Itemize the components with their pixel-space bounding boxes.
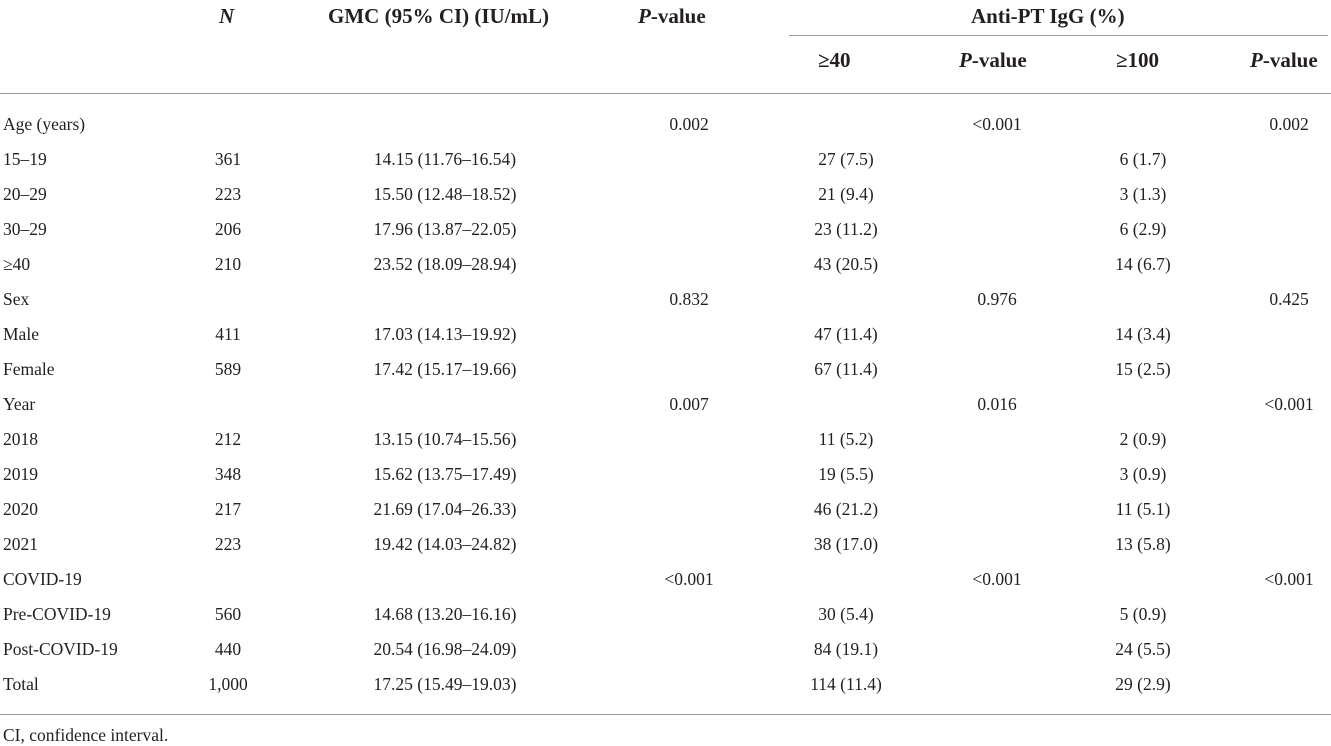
cell-gmc: 17.42 (15.17–19.66) (373, 359, 517, 379)
header-ge100 (1116, 48, 1159, 72)
cell-n: 589 (214, 359, 242, 379)
cell-gmc: 14.15 (11.76–16.54) (373, 149, 517, 169)
cell-ge40: 21 (9.4) (818, 184, 874, 204)
cell-gmc: 20.54 (16.98–24.09) (373, 639, 517, 659)
cell-gmc: 15.50 (12.48–18.52) (373, 184, 517, 204)
cell-ge40: 27 (7.5) (818, 149, 874, 169)
cell-n: 348 (214, 464, 242, 484)
cell-n: 1,000 (208, 674, 248, 694)
header-anti-pt: Anti-PT IgG (%) (971, 4, 1125, 28)
cell-ge100: 3 (0.9) (1119, 464, 1167, 484)
table-bottom-rule (0, 714, 1331, 715)
header-n-italic: N (219, 4, 235, 28)
cell-ge40: 19 (5.5) (818, 464, 874, 484)
cell-ge40: 46 (21.2) (813, 499, 879, 519)
cell-ge100: 24 (5.5) (1115, 639, 1171, 659)
cell-gmc: 17.96 (13.87–22.05) (373, 219, 517, 239)
header-group-rule (789, 35, 1328, 36)
cell-n: 223 (214, 184, 242, 204)
cell-ge100: 2 (0.9) (1119, 429, 1167, 449)
cell-ge40: 114 (11.4) (810, 674, 882, 694)
header-ge100-label: ≥100 (1116, 48, 1160, 72)
cell-label: 2018 (3, 429, 38, 449)
cell-p: 0.007 (669, 394, 709, 414)
cell-label: 15–19 (3, 149, 47, 169)
cell-n: 210 (214, 254, 242, 274)
header-ge40 (818, 48, 851, 72)
header-pvalue-italic: P (638, 4, 651, 28)
cell-label: 2020 (3, 499, 38, 519)
header-pvalue-40-italic: P (959, 48, 972, 72)
cell-label: Female (3, 359, 55, 379)
header-n (219, 4, 234, 28)
cell-n: 361 (214, 149, 242, 169)
cell-ge100: 14 (6.7) (1115, 254, 1171, 274)
cell-ge100: 11 (5.1) (1115, 499, 1171, 519)
header-pvalue-40-suffix: -value (971, 48, 1027, 72)
cell-label: Post-COVID-19 (3, 639, 118, 659)
cell-p40: 0.976 (977, 289, 1017, 309)
cell-ge40: 38 (17.0) (813, 534, 879, 554)
cell-label: Male (3, 324, 39, 344)
cell-label: Total (3, 674, 39, 694)
cell-label: 2021 (3, 534, 38, 554)
header-gmc: GMC (95% CI) (IU/mL) (328, 4, 550, 28)
header-pvalue-40 (959, 48, 1027, 72)
cell-label: Sex (3, 289, 30, 309)
cell-label: ≥40 (3, 254, 31, 274)
header-ge40-label: ≥40 (818, 48, 851, 72)
cell-label: Age (years) (3, 114, 86, 134)
cell-label: Pre-COVID-19 (3, 604, 111, 624)
cell-label: 30–29 (3, 219, 47, 239)
cell-gmc: 14.68 (13.20–16.16) (373, 604, 517, 624)
cell-n: 560 (214, 604, 242, 624)
cell-ge100: 13 (5.8) (1115, 534, 1171, 554)
cell-ge40: 43 (20.5) (813, 254, 879, 274)
cell-n: 206 (214, 219, 242, 239)
cell-gmc: 23.52 (18.09–28.94) (373, 254, 517, 274)
cell-ge100: 14 (3.4) (1115, 324, 1171, 344)
cell-p: 0.832 (669, 289, 709, 309)
cell-gmc: 17.03 (14.13–19.92) (373, 324, 517, 344)
cell-gmc: 17.25 (15.49–19.03) (373, 674, 517, 694)
cell-n: 440 (214, 639, 242, 659)
cell-p40: 0.016 (977, 394, 1017, 414)
header-pvalue-100-italic: P (1250, 48, 1263, 72)
cell-p100: <0.001 (1264, 394, 1314, 414)
cell-p40: <0.001 (972, 114, 1022, 134)
cell-ge40: 30 (5.4) (818, 604, 874, 624)
cell-ge100: 5 (0.9) (1119, 604, 1167, 624)
cell-ge100: 6 (1.7) (1119, 149, 1167, 169)
cell-ge100: 29 (2.9) (1115, 674, 1171, 694)
cell-ge100: 3 (1.3) (1119, 184, 1167, 204)
cell-gmc: 21.69 (17.04–26.33) (373, 499, 517, 519)
cell-ge100: 15 (2.5) (1115, 359, 1171, 379)
cell-gmc: 19.42 (14.03–24.82) (373, 534, 517, 554)
cell-n: 212 (214, 429, 242, 449)
header-pvalue-100-suffix: -value (1262, 48, 1318, 72)
cell-gmc: 13.15 (10.74–15.56) (373, 429, 517, 449)
cell-ge40: 84 (19.1) (813, 639, 879, 659)
footnote: CI, confidence interval. (3, 725, 169, 745)
header-pvalue (638, 4, 706, 28)
cell-p: 0.002 (669, 114, 709, 134)
cell-p100: <0.001 (1264, 569, 1314, 589)
cell-p40: <0.001 (972, 569, 1022, 589)
cell-n: 411 (215, 324, 241, 344)
header-bottom-rule (0, 93, 1331, 94)
cell-label: 2019 (3, 464, 38, 484)
cell-ge40: 23 (11.2) (814, 219, 878, 239)
cell-p100: 0.425 (1269, 289, 1309, 309)
cell-label: Year (3, 394, 36, 414)
cell-ge40: 67 (11.4) (814, 359, 878, 379)
cell-n: 223 (214, 534, 242, 554)
cell-label: 20–29 (3, 184, 47, 204)
cell-n: 217 (214, 499, 242, 519)
header-pvalue-suffix: -value (650, 4, 706, 28)
cell-gmc: 15.62 (13.75–17.49) (373, 464, 517, 484)
cell-p100: 0.002 (1269, 114, 1309, 134)
header-pvalue-100 (1250, 48, 1318, 72)
cell-ge40: 47 (11.4) (814, 324, 878, 344)
cell-ge100: 6 (2.9) (1119, 219, 1167, 239)
cell-label: COVID-19 (3, 569, 82, 589)
cell-p: <0.001 (664, 569, 714, 589)
cell-ge40: 11 (5.2) (818, 429, 874, 449)
